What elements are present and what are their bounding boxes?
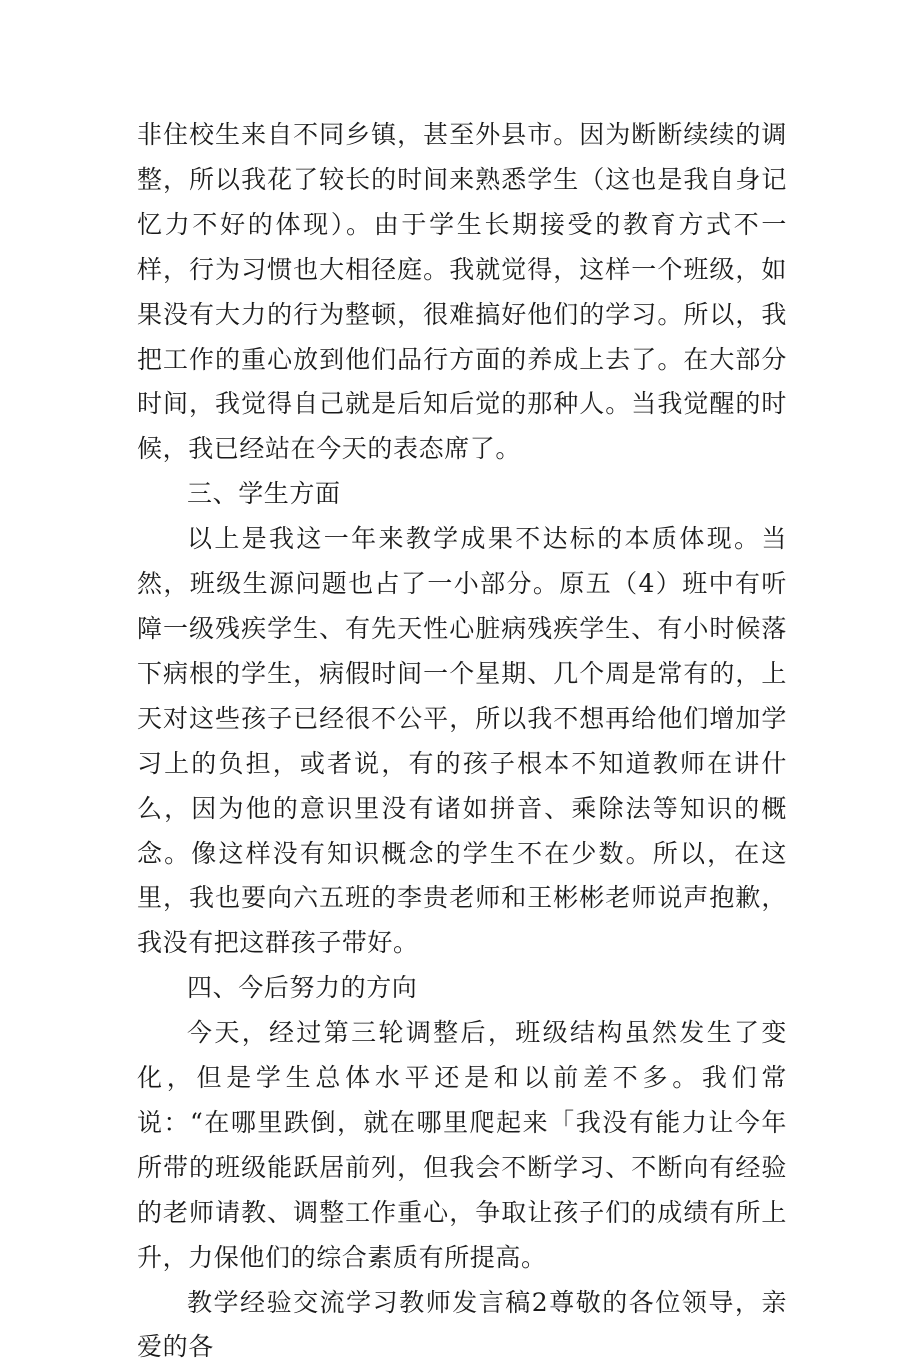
document-body: [137, 113, 787, 1370]
paragraph-speech-start: 教学经验交流学习教师发言稿2尊敬的各位领导，亲爱的各: [137, 1287, 787, 1362]
section-heading-students: 三、学生方面: [187, 479, 341, 509]
section-heading-future-direction: 四、今后努力的方向: [187, 973, 418, 1003]
paragraph-students: 以上是我这一年来教学成果不达标的本质体现。当然，班级生源问题也占了一小部分。原五（4）班中有听障一级残疾学生、有先天性心脏病残疾学生、有小时候落下病根的学生，病假时间一个星期、几个周是常有的，上天对这些孩子已经很不公平，所以我不想再给他们增加学习上的负担，或者说，有的孩子根本不知道教师在讲什么，因为他的意识里没有诸如拼音、乘除法等知识的概念。像这样没有知识概念的学生不在少数。所以，在这里，我也要向六五班的李贵老师和王彬彬老师说声抱歉，我没有把这群孩子带好。: [137, 524, 787, 958]
paragraph-future-direction: 今天，经过第三轮调整后，班级结构虽然发生了变化，但是学生总体水平还是和以前差不多。我们常说：“在哪里跌倒，就在哪里爬起来「我没有能力让今年所带的班级能跃居前列，但我会不断学习、不断向有经验的老师请教、调整工作重心，争取让孩子们的成绩有所上升，力保他们的综合素质有所提高。: [137, 1018, 787, 1272]
paragraph-intro: 非住校生来自不同乡镇，甚至外县市。因为断断续续的调整，所以我花了较长的时间来熟悉学生（这也是我自身记忆力不好的体现）。由于学生长期接受的教育方式不一样，行为习惯也大相径庭。我就觉得，这样一个班级，如果没有大力的行为整顿，很难搞好他们的学习。所以，我把工作的重心放到他们品行方面的养成上去了。在大部分时间，我觉得自己就是后知后觉的那种人。当我觉醒的时候，我已经站在今天的表态席了。: [137, 120, 787, 464]
